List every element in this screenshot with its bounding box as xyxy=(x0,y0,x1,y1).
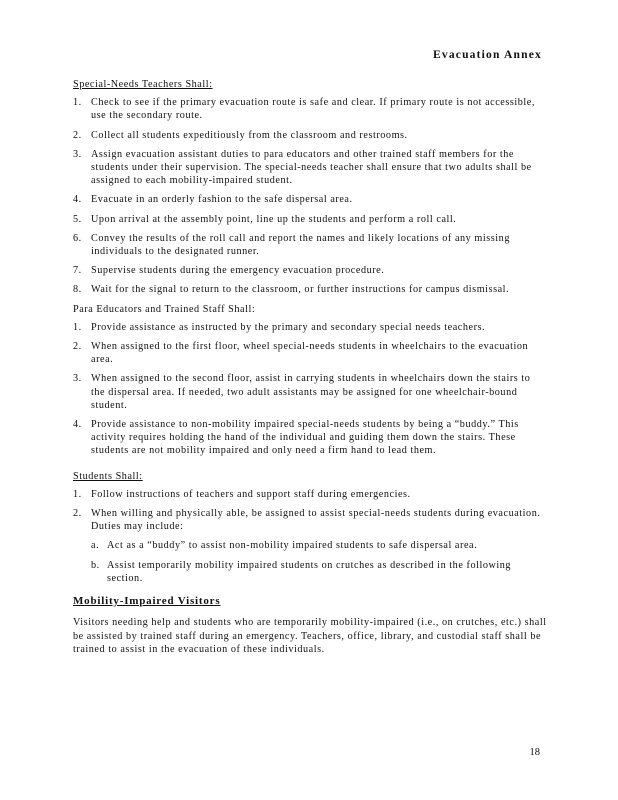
item-text: Evacuate in an orderly fashion to the safe dispersal area. xyxy=(91,194,353,206)
item-text: Provide assistance to non-mobility impaired special-needs students by being a “buddy.” This activity requires holding the hand of the individual and guiding them down the stairs. These students are not mobility impaired and only need a firm hand to lead them. xyxy=(91,419,519,457)
subitem-letter: a. xyxy=(91,540,100,552)
sublist-item xyxy=(91,539,547,552)
list-item xyxy=(73,96,547,122)
annex-title: Evacuation Annex xyxy=(433,49,542,61)
item-text: Wait for the signal to return to the classroom, or further instructions for campus dismissal. xyxy=(91,284,510,296)
item-number: 3. xyxy=(73,373,82,385)
list-item xyxy=(73,129,547,142)
teachers-list xyxy=(73,96,547,296)
item-number: 1. xyxy=(73,97,82,109)
item-text: Follow instructions of teachers and support staff during emergencies. xyxy=(91,488,411,500)
list-item xyxy=(73,232,547,258)
list-item xyxy=(73,213,547,226)
page-number: 18 xyxy=(529,747,540,758)
item-text: When assigned to the first floor, wheel special-needs students in wheelchairs to the evacuation area. xyxy=(91,341,529,366)
section-title-para-educators: Para Educators and Trained Staff Shall: xyxy=(73,303,256,315)
item-number: 1. xyxy=(73,321,82,333)
item-number: 4. xyxy=(73,194,82,206)
list-item xyxy=(73,264,547,277)
subitem-text: Assist temporarily mobility impaired students on crutches as described in the following section. xyxy=(107,559,512,584)
item-text: When assigned to the second floor, assist in carrying students in wheelchairs down the stairs to the dispersal area. If needed, two adult assistants may be assigned for one wheelchair-bound student. xyxy=(91,373,531,411)
item-number: 2. xyxy=(73,508,82,520)
list-item xyxy=(73,321,547,334)
list-item xyxy=(73,148,547,188)
list-item xyxy=(73,507,547,585)
item-number: 6. xyxy=(73,232,82,244)
item-text: Upon arrival at the assembly point, line up the students and perform a roll call. xyxy=(91,213,457,225)
item-text: Provide assistance as instructed by the primary and secondary special needs teachers. xyxy=(91,321,486,333)
para-educators-list xyxy=(73,321,547,458)
document-content xyxy=(73,78,547,656)
subitem-letter: b. xyxy=(91,559,100,571)
list-item xyxy=(73,418,547,458)
mobility-paragraph: Visitors needing help and students who are temporarily mobility-impaired (i.e., on crutches, etc.) shall be assisted by trained staff during an emergency. Teachers, office, library, and custodial staff shall be trained to assist in the evacuation of these individuals. xyxy=(73,617,547,655)
item-number: 5. xyxy=(73,213,82,225)
list-item xyxy=(73,372,547,412)
item-text: Collect all students expeditiously from the classroom and restrooms. xyxy=(91,129,408,141)
list-item xyxy=(73,340,547,366)
subitem-text: Act as a “buddy” to assist non-mobility impaired students to safe dispersal area. xyxy=(107,540,478,552)
item-number: 8. xyxy=(73,284,82,296)
sublist-item xyxy=(91,559,547,585)
list-item xyxy=(73,283,547,296)
item-text: When willing and physically able, be assigned to assist special-needs students during evacuation. Duties may include: xyxy=(91,508,541,533)
section-title-teachers: Special-Needs Teachers Shall: xyxy=(73,79,213,90)
item-number: 1. xyxy=(73,488,82,500)
list-item xyxy=(73,488,547,501)
item-number: 2. xyxy=(73,341,82,353)
item-text: Supervise students during the emergency evacuation procedure. xyxy=(91,265,385,277)
item-number: 7. xyxy=(73,265,82,277)
students-sublist xyxy=(91,539,547,585)
item-number: 2. xyxy=(73,129,82,141)
item-number: 4. xyxy=(73,419,82,431)
item-text: Convey the results of the roll call and report the names and likely locations of any missing individuals to the designated runner. xyxy=(91,232,510,258)
item-number: 3. xyxy=(73,148,82,160)
item-text: Assign evacuation assistant duties to para educators and other trained staff members for the students under their supervision. The special-needs teacher shall ensure that two adults shall be assigned to each mobility-impaired student. xyxy=(91,148,532,187)
list-item xyxy=(73,193,547,206)
item-text: Check to see if the primary evacuation route is safe and clear. If primary route is not accessible, use the secondary route. xyxy=(91,97,535,122)
mobility-heading: Mobility-Impaired Visitors xyxy=(73,595,221,608)
students-list xyxy=(73,488,547,585)
section-title-students: Students Shall: xyxy=(73,470,143,482)
